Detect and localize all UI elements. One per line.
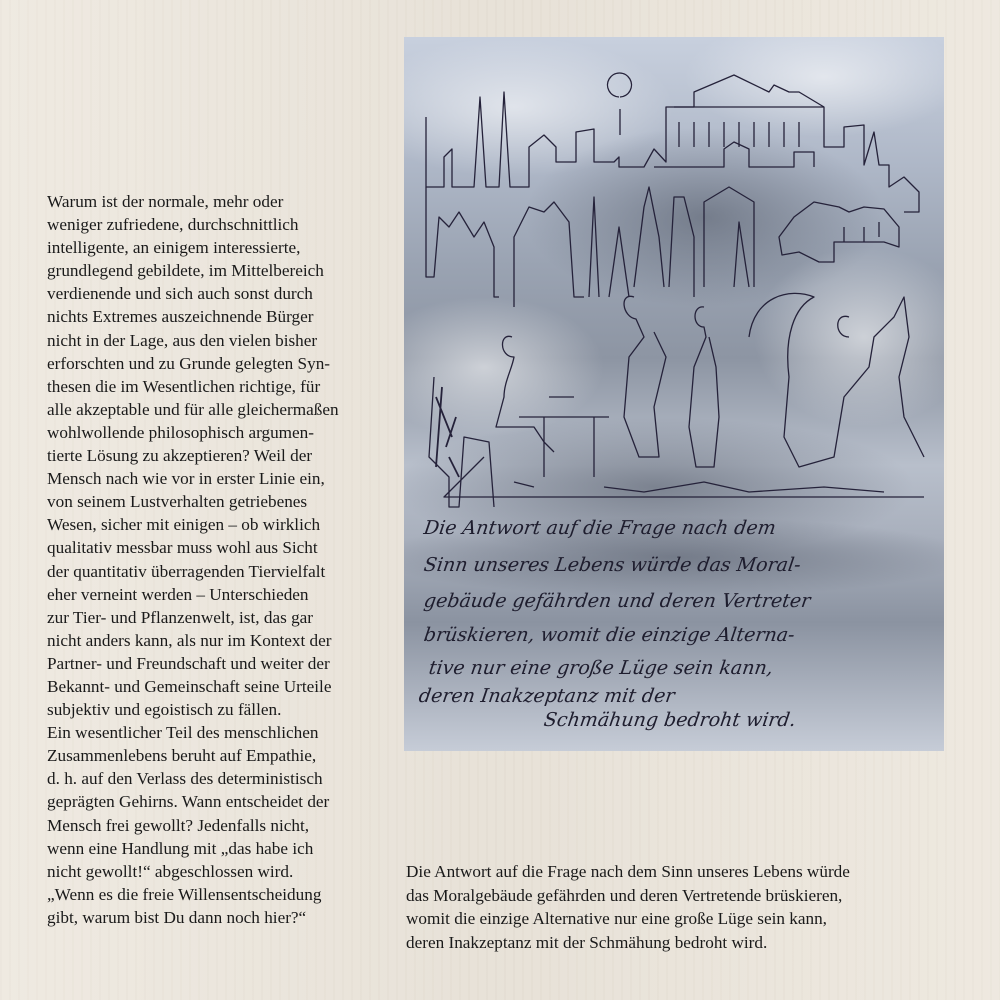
handwritten-line: brüskieren, womit die einzige Alterna- bbox=[422, 624, 797, 646]
essay-line: qualitativ messbar muss wohl aus Sicht bbox=[47, 538, 318, 558]
caption-line: das Moralgebäude gefährden und deren Vertretende brüskieren, bbox=[406, 885, 843, 905]
caption-line: Die Antwort auf die Frage nach dem Sinn unseres Lebens würde bbox=[406, 862, 850, 881]
caption-line: womit die einzige Alternative nur eine große Lüge sein kann, bbox=[406, 909, 827, 929]
essay-line: intelligente, an einigem interessierte, bbox=[47, 238, 301, 258]
handwritten-line: tive nur eine große Lüge sein kann, bbox=[427, 657, 775, 679]
essay-line: der quantitativ überragenden Tiervielfalt bbox=[47, 561, 326, 581]
essay-line: „Wenn es die freie Willensentscheidung bbox=[47, 884, 322, 904]
essay-line: zur Tier- und Pflanzenwelt, ist, das gar bbox=[47, 607, 314, 627]
essay-line: weniger zufriedene, durchschnittlich bbox=[47, 215, 299, 235]
handwritten-line: gebäude gefährden und deren Vertreter bbox=[422, 590, 812, 612]
essay-line: erforschten und zu Grunde gelegten Syn- bbox=[47, 353, 331, 373]
essay-text bbox=[47, 190, 392, 929]
essay-line: nicht gewollt!“ abgeschlossen wird. bbox=[47, 861, 294, 881]
essay-line: Warum ist der normale, mehr oder bbox=[47, 192, 284, 211]
essay-paragraph-2 bbox=[47, 721, 392, 929]
essay-paragraph-1 bbox=[47, 190, 392, 721]
essay-line: gibt, warum bist Du dann noch hier?“ bbox=[47, 907, 307, 927]
essay-line: von seinem Lustverhalten getriebenes bbox=[47, 492, 308, 512]
essay-line: wenn eine Handlung mit „das habe ich bbox=[47, 838, 314, 858]
essay-line: thesen die im Wesentlichen richtige, für bbox=[47, 376, 321, 396]
essay-line: nichts Extremes auszeichnende Bürger bbox=[47, 307, 314, 327]
essay-line: geprägten Gehirns. Wann entscheidet der bbox=[47, 792, 330, 812]
essay-line: Wesen, sicher mit einigen – ob wirklich bbox=[47, 515, 321, 535]
essay-line: grundlegend gebildete, im Mittelbereich bbox=[47, 261, 324, 281]
essay-line: alle akzeptable und für alle gleichermaßen bbox=[47, 399, 339, 419]
handwritten-line: Schmähung bedroht wird. bbox=[542, 709, 798, 731]
handwritten-line: deren Inakzeptanz mit der bbox=[417, 685, 677, 707]
essay-line: eher verneint werden – Unterschieden bbox=[47, 584, 309, 604]
handwritten-line: Die Antwort auf die Frage nach dem bbox=[422, 517, 778, 539]
essay-line: tierte Lösung zu akzeptieren? Weil der bbox=[47, 446, 313, 466]
essay-line: d. h. auf den Verlass des deterministisch bbox=[47, 769, 323, 789]
essay-line: Mensch frei gewollt? Jedenfalls nicht, bbox=[47, 815, 310, 835]
essay-line: Bekannt- und Gemeinschaft seine Urteile bbox=[47, 676, 332, 696]
essay-line: wohlwollende philosophisch argumen- bbox=[47, 422, 315, 442]
essay-line: Ein wesentlicher Teil des menschlichen bbox=[47, 723, 319, 743]
caption-text bbox=[406, 860, 946, 954]
essay-line: Partner- und Freundschaft und weiter der bbox=[47, 653, 330, 673]
essay-line: nicht anders kann, als nur im Kontext der bbox=[47, 630, 332, 650]
handwritten-line: Sinn unseres Lebens würde das Moral- bbox=[422, 554, 803, 576]
caption-line: deren Inakzeptanz mit der Schmähung bedroht wird. bbox=[406, 932, 768, 952]
essay-line: Mensch nach wie vor in erster Linie ein, bbox=[47, 469, 325, 489]
essay-line: Zusammenlebens beruht auf Empathie, bbox=[47, 746, 317, 766]
essay-line: nicht in der Lage, aus den vielen bisher bbox=[47, 330, 318, 350]
essay-line: verdienende und sich auch sonst durch bbox=[47, 284, 313, 304]
artwork-painting bbox=[404, 37, 944, 751]
essay-line: subjektiv und egoistisch zu fällen. bbox=[47, 700, 282, 720]
